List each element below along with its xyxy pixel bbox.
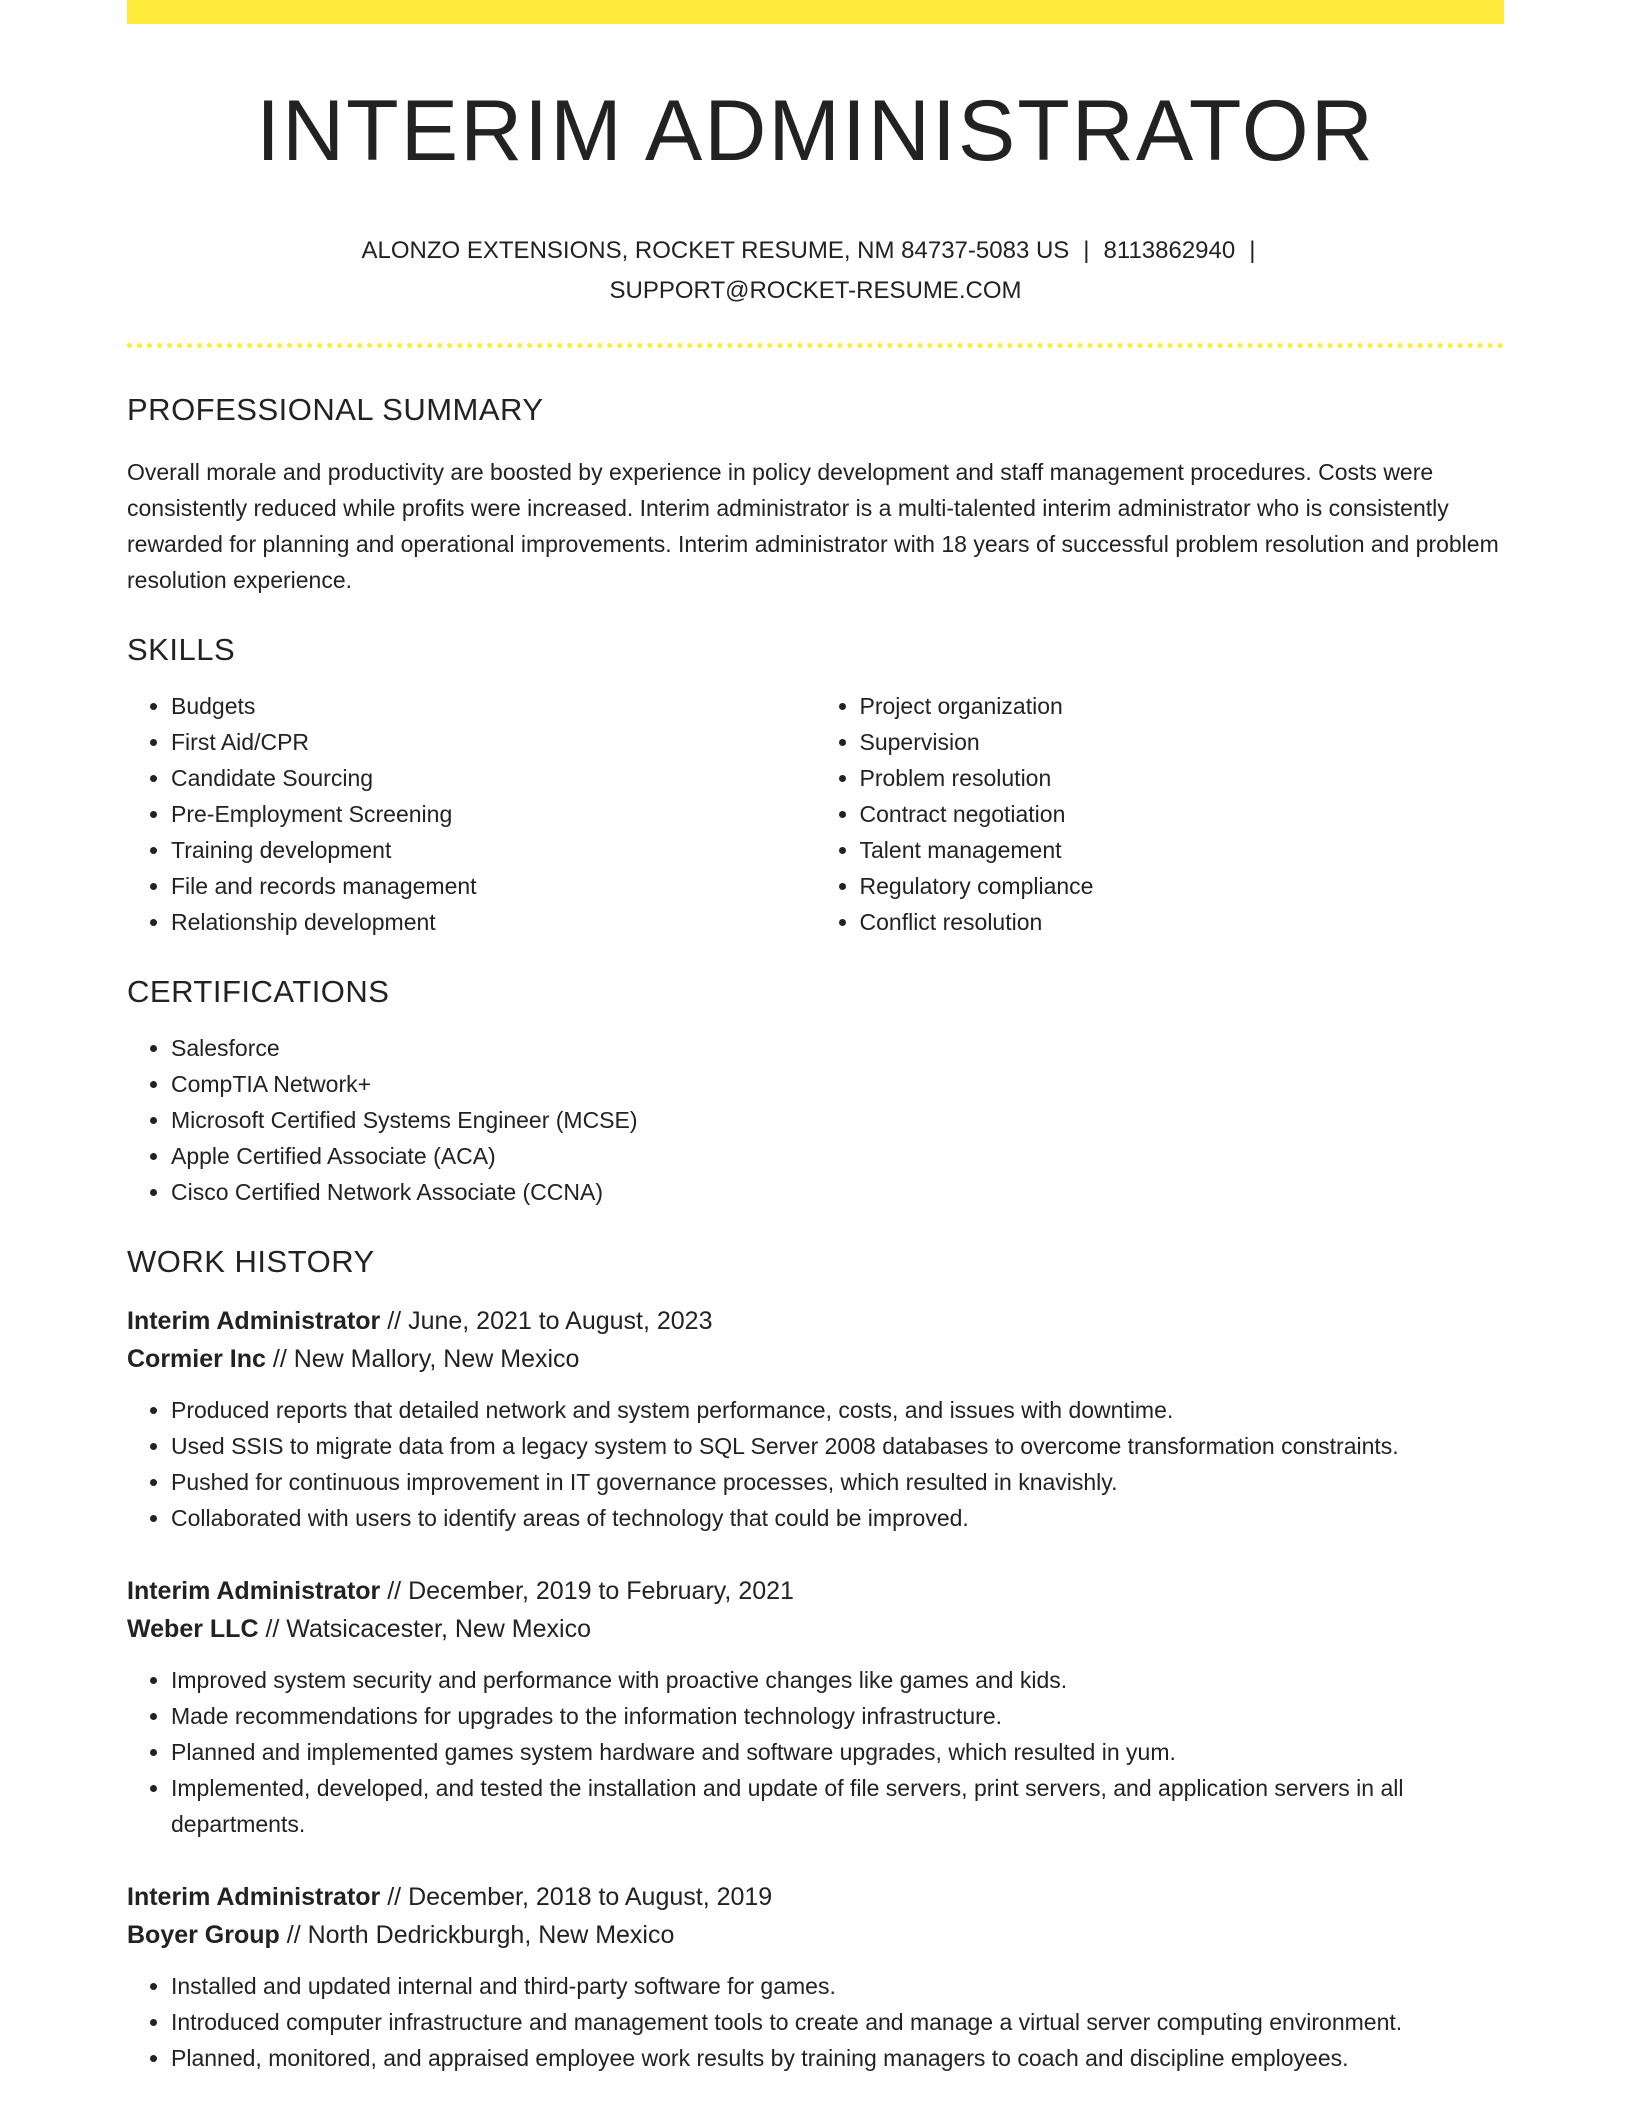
resume-page [127,0,1504,2076]
job-bullets [127,1968,1504,2076]
job-bullets [127,1662,1504,1842]
skill-item: • Contract negotiation [860,796,1505,832]
job-company-line [127,1340,1504,1378]
summary-heading: PROFESSIONAL SUMMARY [127,391,544,427]
job-entry [127,1302,1504,1536]
skill-item: • Talent management [860,832,1505,868]
skill-item: • First Aid/CPR [171,724,816,760]
job-entry [127,1878,1504,2076]
skill-item: • Problem resolution [860,760,1505,796]
skill-item: • Candidate Sourcing [171,760,816,796]
certification-item: • Microsoft Certified Systems Engineer (MCSE) [171,1102,1504,1138]
skills-list-left [127,688,816,940]
skills-columns [127,688,1504,940]
skill-item: • Project organization [860,688,1505,724]
job-company: Weber LLC [127,1614,259,1643]
contact-separator: | [1083,236,1090,264]
job-role: Interim Administrator [127,1576,381,1605]
job-location: // New Mallory, New Mexico [265,1344,580,1373]
job-bullet: • Used SSIS to migrate data from a legacy system to SQL Server 2008 databases to overcome transformation constraints. [171,1428,1504,1464]
job-title-line [127,1878,1504,1916]
job-bullet: • Planned, monitored, and appraised employee work results by training managers to coach and discipline employees. [171,2040,1504,2076]
certification-item: • CompTIA Network+ [171,1066,1504,1102]
job-bullet: • Improved system security and performance with proactive changes like games and kids. [171,1662,1504,1698]
job-role: Interim Administrator [127,1306,381,1335]
job-bullet: • Planned and implemented games system hardware and software upgrades, which resulted in yum. [171,1734,1504,1770]
contact-info [316,231,1316,311]
work-history-heading: WORK HISTORY [127,1243,375,1279]
job-location: // Watsicacester, New Mexico [258,1614,591,1643]
job-dates: // June, 2021 to August, 2023 [380,1306,713,1335]
dotted-divider [127,343,1504,348]
job-company: Boyer Group [127,1920,280,1949]
skill-item: • Conflict resolution [860,904,1505,940]
job-bullet: • Implemented, developed, and tested the installation and update of file servers, print servers, and application servers in all departments. [171,1770,1504,1842]
certification-item: • Apple Certified Associate (ACA) [171,1138,1504,1174]
job-company: Cormier Inc [127,1344,266,1373]
skill-item: • File and records management [171,868,816,904]
job-company-line [127,1610,1504,1648]
contact-separator: | [1249,236,1256,264]
candidate-name: INTERIM ADMINISTRATOR [256,83,1375,179]
skills-list-right [816,688,1505,940]
skill-item: • Relationship development [171,904,816,940]
certification-item: • Salesforce [171,1030,1504,1066]
summary-text: Overall morale and productivity are boosted by experience in policy development and staff management procedures. Costs were consistently reduced while profits were increased. Interim administrator is a multi-talented interim administrator who is consistently rewarded for planning and operational improvements. Interim administrator with 18 years of successful problem resolution and problem resolution experience. [127,458,1499,593]
job-role: Interim Administrator [127,1882,381,1911]
job-bullet: • Collaborated with users to identify areas of technology that could be improved. [171,1500,1504,1536]
job-dates: // December, 2019 to February, 2021 [380,1576,794,1605]
contact-phone: 8113862940 [1103,236,1236,264]
skill-item: • Budgets [171,688,816,724]
certifications-list [127,1030,1504,1210]
job-bullet: • Pushed for continuous improvement in IT governance processes, which resulted in knavishly. [171,1464,1504,1500]
job-bullet: • Made recommendations for upgrades to the information technology infrastructure. [171,1698,1504,1734]
certifications-heading: CERTIFICATIONS [127,973,390,1009]
contact-email: SUPPORT@ROCKET-RESUME.COM [609,276,1022,304]
skill-item: • Pre-Employment Screening [171,796,816,832]
contact-address: ALONZO EXTENSIONS, ROCKET RESUME, NM 84737-5083 US [361,236,1070,264]
skills-heading: SKILLS [127,631,236,667]
job-title-line [127,1302,1504,1340]
job-bullet: • Introduced computer infrastructure and management tools to create and manage a virtual server computing environment. [171,2004,1504,2040]
job-title-line [127,1572,1504,1610]
skill-item: • Supervision [860,724,1505,760]
accent-bar [127,0,1504,24]
job-bullet: • Installed and updated internal and third-party software for games. [171,1968,1504,2004]
skill-item: • Regulatory compliance [860,868,1505,904]
skill-item: • Training development [171,832,816,868]
job-company-line [127,1916,1504,1954]
job-bullets [127,1392,1504,1536]
certification-item: • Cisco Certified Network Associate (CCNA) [171,1174,1504,1210]
job-location: // North Dedrickburgh, New Mexico [279,1920,675,1949]
job-bullet: • Produced reports that detailed network and system performance, costs, and issues with downtime. [171,1392,1504,1428]
job-entry [127,1572,1504,1842]
job-dates: // December, 2018 to August, 2019 [380,1882,773,1911]
